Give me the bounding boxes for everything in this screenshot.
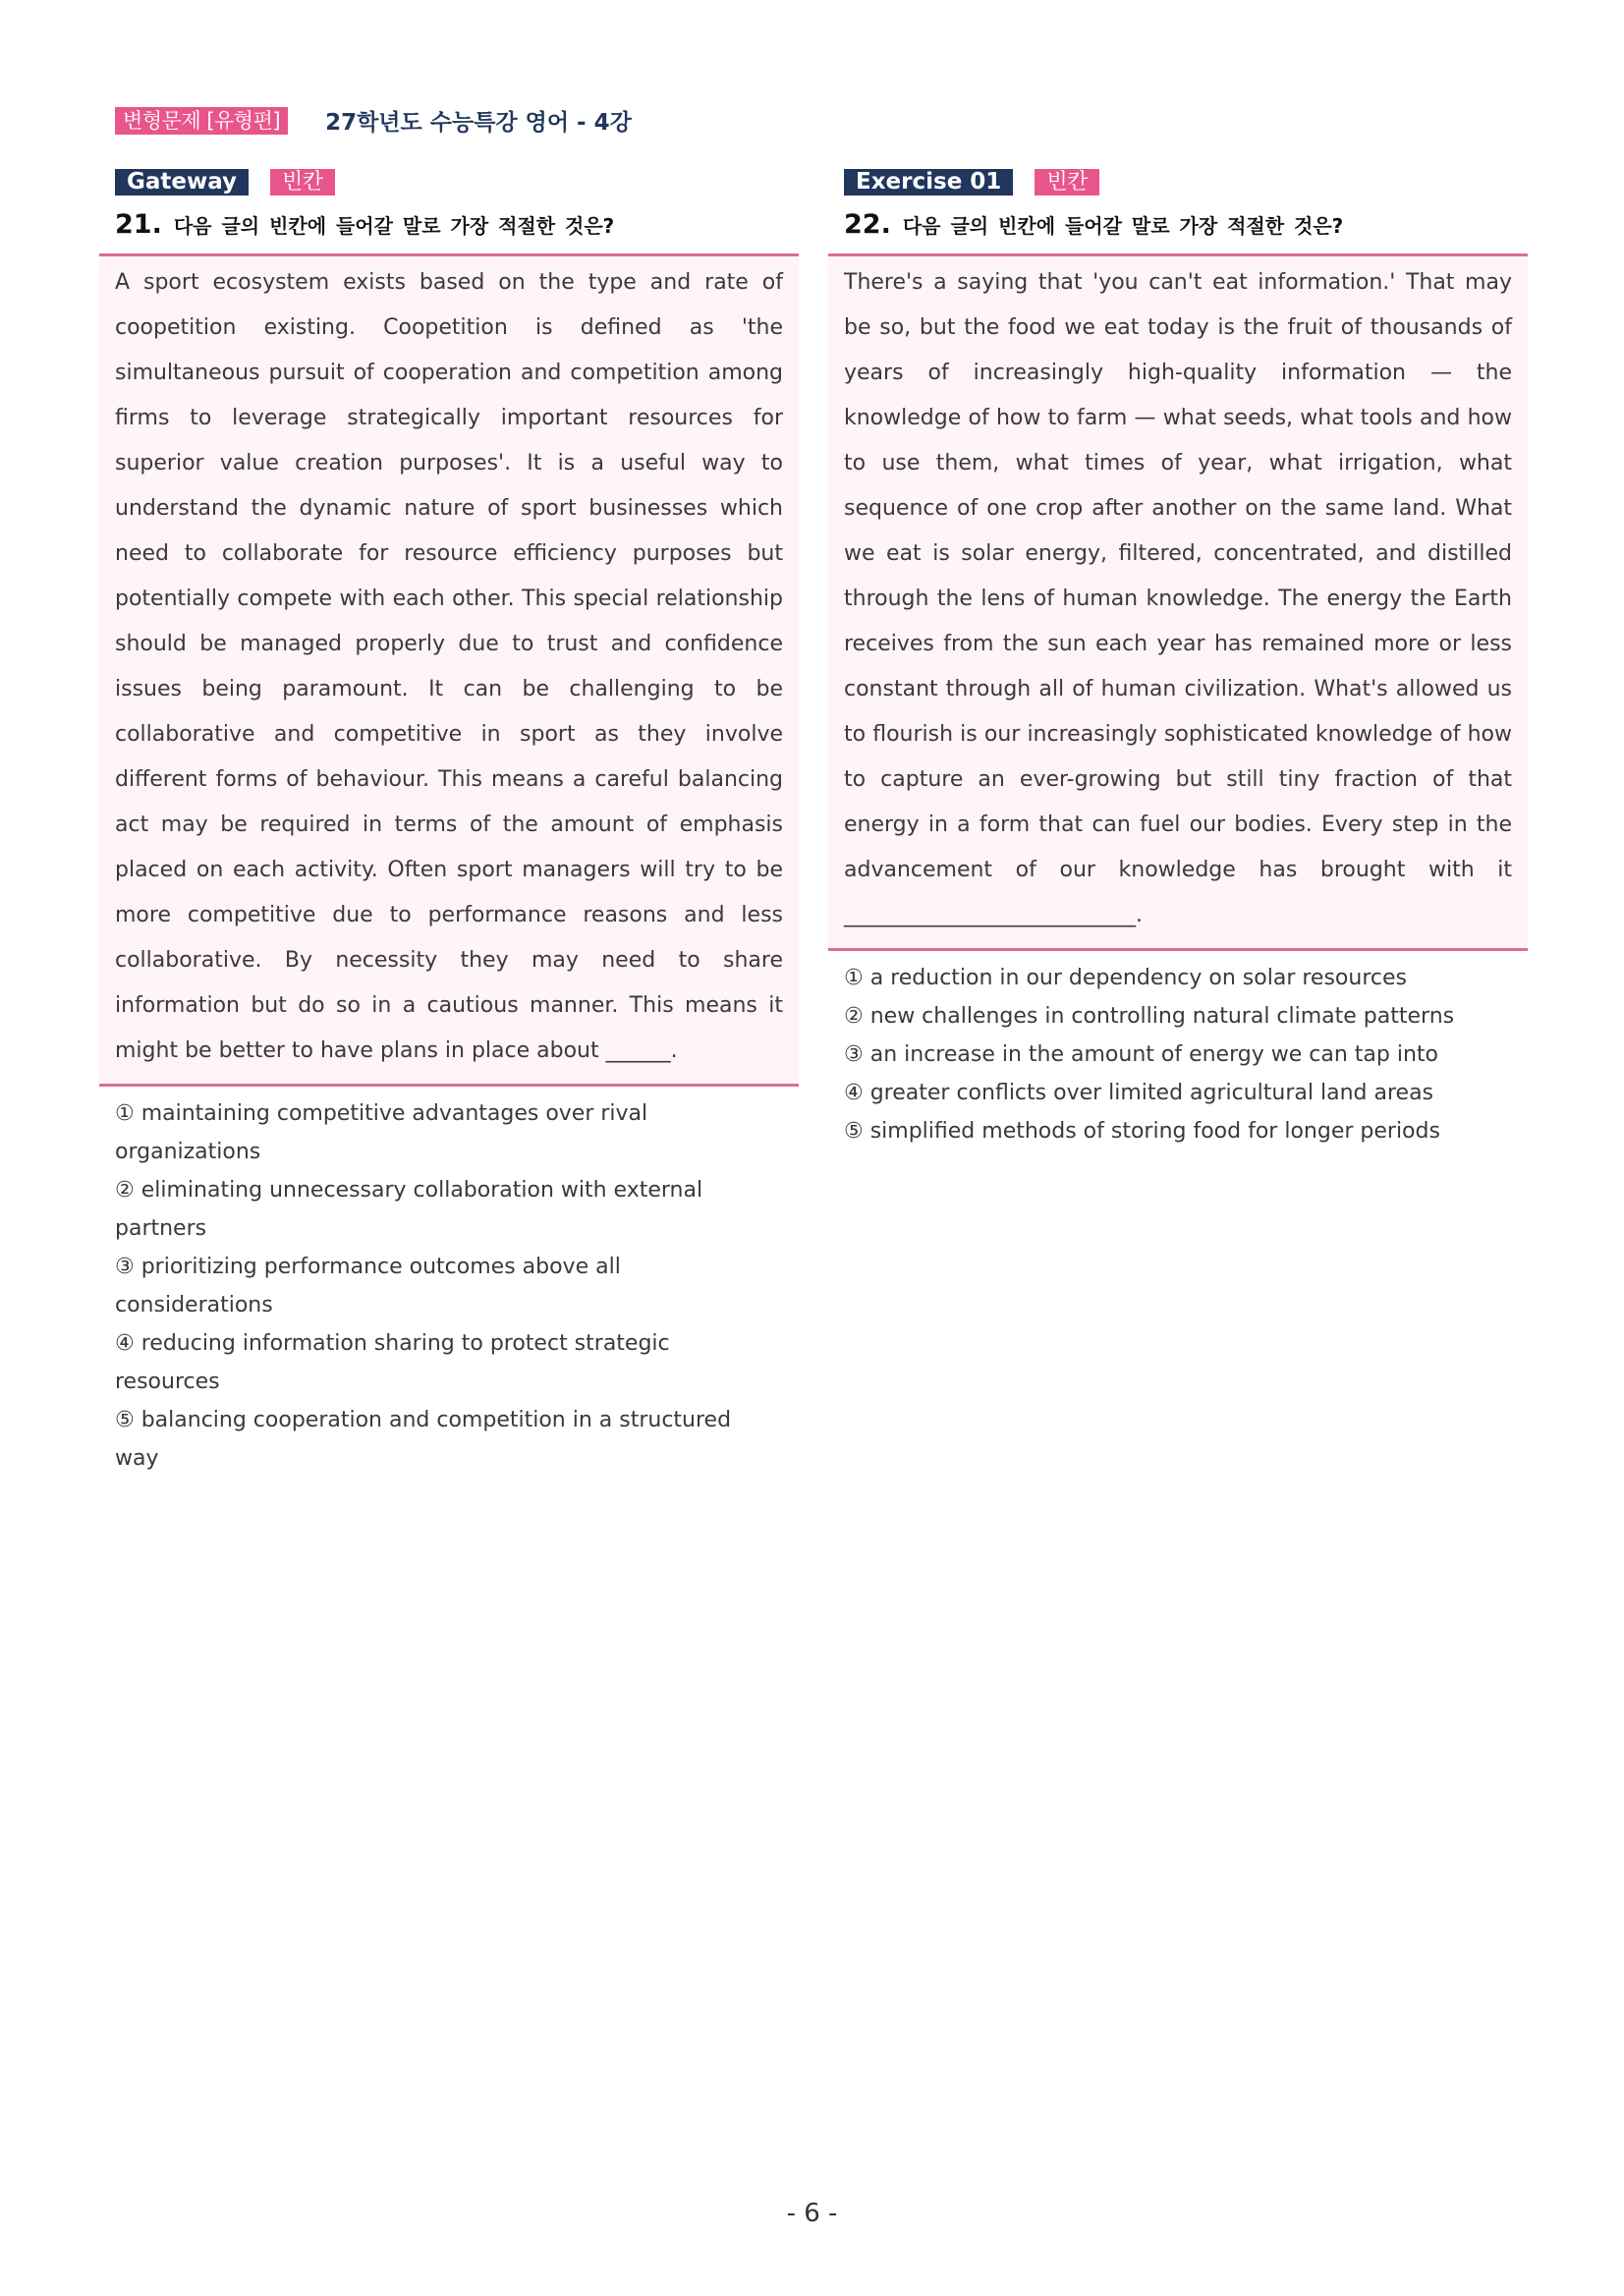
question-text: 다음 글의 빈칸에 들어갈 말로 가장 적절한 것은? bbox=[902, 214, 1344, 238]
question-number: 21. bbox=[115, 209, 162, 240]
label-row bbox=[115, 169, 799, 196]
option-2[interactable]: ② new challenges in controlling natural climate patterns bbox=[844, 1004, 1455, 1029]
question-text: 다음 글의 빈칸에 들어갈 말로 가장 적절한 것은? bbox=[173, 214, 615, 238]
label-row bbox=[844, 169, 1528, 196]
option-2[interactable]: ② eliminating unnecessary collaboration with external partners bbox=[115, 1178, 703, 1241]
question-number: 22. bbox=[844, 209, 891, 240]
passage: A sport ecosystem exists based on the type and rate of coopetition existing. Coopetition is defined as 'the simultaneous pursuit of cooperation and competition among firms to leverage strategically important resources for superior value creation purposes'. It is a useful way to understand the dynamic nature of sport businesses which need to collaborate for resource efficiency purposes but potentially compete with each other. This special relationship should be managed properly due to trust and confidence issues being paramount. It can be challenging to be collaborative and competitive in sport as they involve different forms of behaviour. This means a careful balancing act may be required in terms of the amount of emphasis placed on each activity. Often sport managers will try to be more competitive due to performance reasons and less collaborative. By necessity they may need to share information but do so in a cautious manner. This means it might be better to have plans in place about ______. bbox=[99, 253, 799, 1087]
type-label: 빈칸 bbox=[1035, 169, 1099, 196]
question-21 bbox=[99, 169, 799, 1478]
option-4[interactable]: ④ reducing information sharing to protect strategic resources bbox=[115, 1331, 670, 1394]
question-22 bbox=[828, 169, 1528, 1150]
header-title: 27학년도 수능특강 영어 - 4강 bbox=[325, 110, 632, 136]
option-1[interactable]: ① a reduction in our dependency on solar resources bbox=[844, 966, 1407, 990]
option-1[interactable]: ① maintaining competitive advantages over rival organizations bbox=[115, 1101, 648, 1164]
page-number: - 6 - bbox=[786, 2199, 838, 2228]
question-stem bbox=[115, 209, 799, 240]
option-4[interactable]: ④ greater conflicts over limited agricultural land areas bbox=[844, 1081, 1434, 1105]
option-3[interactable]: ③ an increase in the amount of energy we can tap into bbox=[844, 1042, 1438, 1067]
question-stem bbox=[844, 209, 1528, 240]
type-label: 빈칸 bbox=[270, 169, 335, 196]
option-5[interactable]: ⑤ balancing cooperation and competition in a structured way bbox=[115, 1408, 732, 1471]
section-label: Exercise 01 bbox=[844, 169, 1013, 196]
passage: There's a saying that 'you can't eat information.' That may be so, but the food we eat today is the fruit of thousands of years of increasingly high-quality information — the knowledge of how to farm — what seeds, what tools and how to use them, what times of year, what irrigation, what sequence of one crop after another on the same land. What we eat is solar energy, filtered, concentrated, and distilled through the lens of human knowledge. The energy the Earth receives from the sun each year has remained more or less constant through all of human civilization. What's allowed us to flourish is our increasingly sophisticated knowledge of how to capture an ever-growing but still tiny fraction of that energy in a form that can fuel our bodies. Every step in the advancement of our knowledge has brought with it ___________________________. bbox=[828, 253, 1528, 951]
option-5[interactable]: ⑤ simplified methods of storing food for longer periods bbox=[844, 1119, 1440, 1144]
header-tag: 변형문제 [유형편] bbox=[115, 107, 288, 135]
answer-options bbox=[828, 951, 1528, 1150]
answer-options bbox=[99, 1087, 799, 1478]
option-3[interactable]: ③ prioritizing performance outcomes above all considerations bbox=[115, 1255, 621, 1317]
section-label: Gateway bbox=[115, 169, 249, 196]
page-header bbox=[115, 104, 632, 137]
